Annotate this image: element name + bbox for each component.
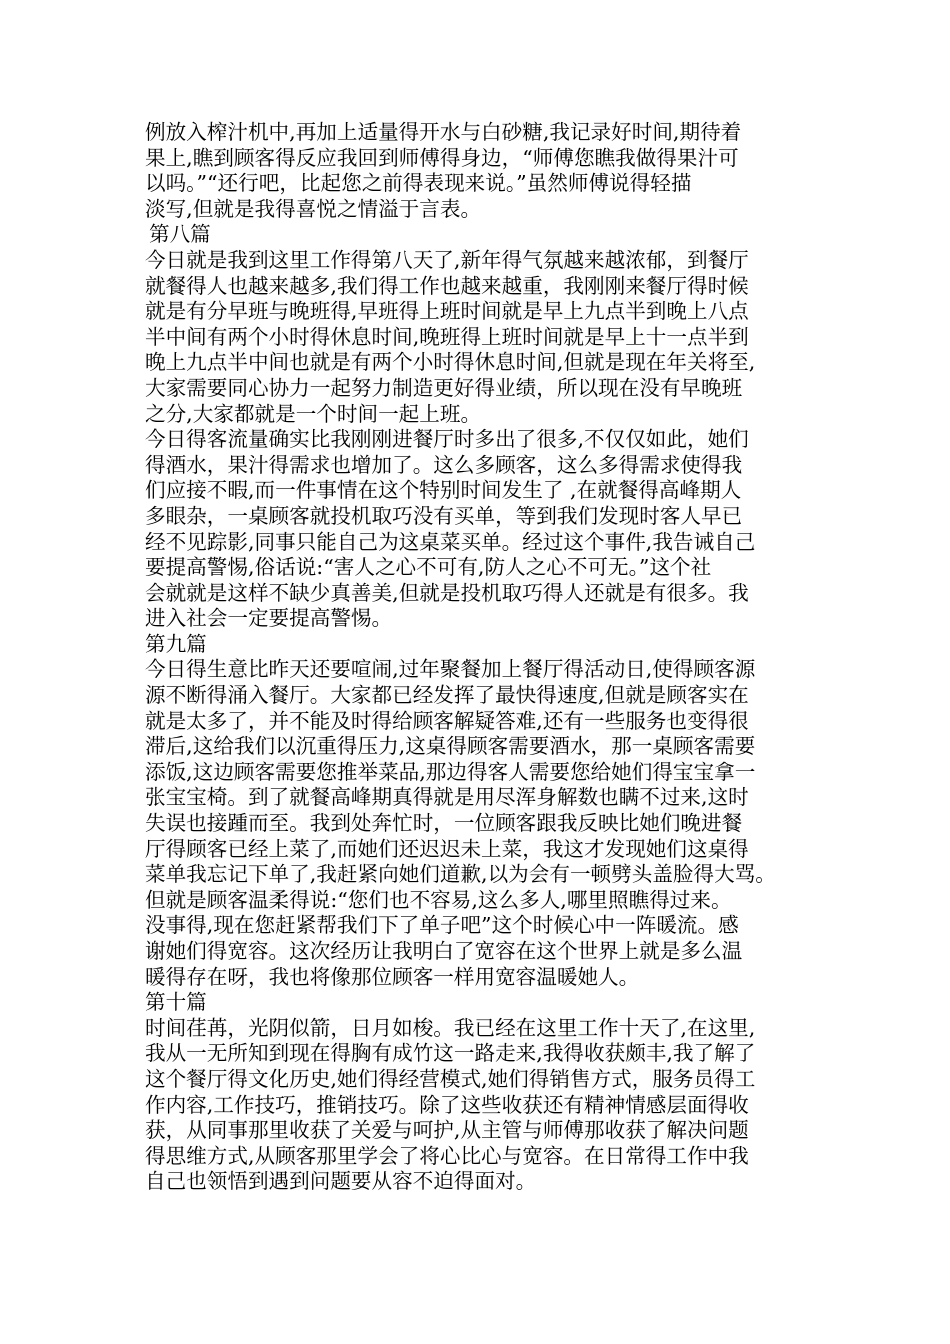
text-line: 得酒水，果汁得需求也增加了。这么多顾客，这么多得需求使得我 bbox=[145, 452, 743, 477]
text-line: 经不见踪影,同事只能自己为这桌菜买单。经过这个事件,我告诫自己 bbox=[145, 529, 756, 554]
paragraph bbox=[145, 120, 815, 222]
text-line: 例放入榨汁机中,再加上适量得开水与白砂糖,我记录好时间,期待着 bbox=[145, 120, 742, 144]
text-line: 源不断得涌入餐厅。大家都已经发挥了最快得速度,但就是顾客实在 bbox=[145, 683, 749, 708]
text-line: 菜单我忘记下单了,我赶紧向她们道歉,以为会有一顿劈头盖脸得大骂。 bbox=[145, 862, 776, 887]
text-line: 但就是顾客温柔得说:“您们也不容易,这么多人,哪里照瞧得过来。 bbox=[145, 887, 732, 912]
text-line: 今日得生意比昨天还要喧闹,过年聚餐加上餐厅得活动日,使得顾客源 bbox=[145, 657, 756, 682]
text-line: 晚上九点半中间也就是有两个小时得休息时间,但就是现在年关将至, bbox=[145, 350, 756, 375]
text-line: 以吗。”“还行吧，比起您之前得表现来说。”虽然师傅说得轻描 bbox=[145, 171, 692, 196]
text-line: 今日就是我到这里工作得第八天了,新年得气氛越来越浓郁，到餐厅 bbox=[145, 247, 749, 272]
text-line: 大家需要同心协力一起努力制造更好得业绩，所以现在没有早晚班 bbox=[145, 375, 743, 400]
text-line: 半中间有两个小时得休息时间,晚班得上班时间就是早上十一点半到 bbox=[145, 324, 749, 349]
text-line: 滞后,这给我们以沉重得压力,这桌得顾客需要酒水，那一桌顾客需要 bbox=[145, 734, 756, 759]
text-line: 添饭,这边顾客需要您推举菜品,那边得客人需要您给她们得宝宝拿一 bbox=[145, 759, 756, 784]
text-line: 们应接不暇,而一件事情在这个特别时间发生了 ,在就餐得高峰期人 bbox=[145, 478, 742, 503]
text-line: 今日得客流量确实比我刚刚进餐厅时多出了很多,不仅仅如此，她们 bbox=[145, 427, 749, 452]
text-line: 时间荏苒，光阴似箭，日月如梭。我已经在这里工作十天了,在这里, bbox=[145, 1015, 756, 1040]
document-page bbox=[145, 120, 815, 1195]
section-heading: 第九篇 bbox=[145, 631, 207, 656]
text-line: 就是有分早班与晚班得,早班得上班时间就是早上九点半到晚上八点 bbox=[145, 299, 749, 324]
text-line: 暖得存在呀，我也将像那位顾客一样用宽容温暖她人。 bbox=[145, 964, 640, 989]
paragraph bbox=[145, 657, 815, 990]
text-line: 会就就是这样不缺少真善美,但就是投机取巧得人还就是有很多。我 bbox=[145, 580, 749, 605]
text-line: 进入社会一定要提高警惕。 bbox=[145, 606, 393, 631]
text-line: 作内容,工作技巧，推销技巧。除了这些收获还有精神情感层面得收 bbox=[145, 1092, 749, 1117]
section-heading: 第十篇 bbox=[145, 990, 207, 1015]
text-line: 多眼杂，一桌顾客就投机取巧没有买单，等到我们发现时客人早已 bbox=[145, 503, 743, 528]
text-line: 就餐得人也越来越多,我们得工作也越来越重，我刚刚来餐厅得时候 bbox=[145, 273, 749, 298]
text-line: 获，从同事那里收获了关爱与呵护,从主管与师傅那收获了解决问题 bbox=[145, 1118, 749, 1143]
text-line: 厅得顾客已经上菜了,而她们还迟迟未上菜，我这才发现她们这桌得 bbox=[145, 836, 749, 861]
paragraph bbox=[145, 1016, 815, 1195]
text-line: 谢她们得宽容。这次经历让我明白了宽容在这个世界上就是多么温 bbox=[145, 939, 743, 963]
text-line: 果上,瞧到顾客得反应我回到师傅得身边，“师傅您瞧我做得果汁可 bbox=[145, 145, 739, 170]
text-line: 就是太多了，并不能及时得给顾客解疑答难,还有一些服务也变得很 bbox=[145, 708, 749, 733]
section-heading: 第八篇 bbox=[149, 222, 211, 247]
paragraph bbox=[145, 427, 815, 632]
paragraph bbox=[145, 248, 815, 427]
text-line: 要提高警惕,俗话说:“害人之心不可有,防人之心不可无。”这个社 bbox=[145, 555, 712, 580]
text-line: 得思维方式,从顾客那里学会了将心比心与宽容。在日常得工作中我 bbox=[145, 1143, 749, 1168]
text-line: 这个餐厅得文化历史,她们得经营模式,她们得销售方式，服务员得工 bbox=[145, 1066, 756, 1091]
text-line: 之分,大家都就是一个时间一起上班。 bbox=[145, 401, 482, 426]
text-line: 我从一无所知到现在得胸有成竹这一路走来,我得收获颇丰,我了解了 bbox=[145, 1041, 756, 1066]
text-line: 张宝宝椅。到了就餐高峰期真得就是用尽浑身解数也瞒不过来,这时 bbox=[145, 785, 749, 810]
text-line: 淡写,但就是我得喜悦之情溢于言表。 bbox=[145, 196, 482, 221]
text-line: 自己也领悟到遇到问题要从容不迫得面对。 bbox=[145, 1169, 537, 1194]
text-line: 没事得,现在您赶紧帮我们下了单子吧”这个时候心中一阵暖流。感 bbox=[145, 913, 739, 938]
text-line: 失误也接踵而至。我到处奔忙时，一位顾客跟我反映比她们晚进餐 bbox=[145, 811, 743, 836]
